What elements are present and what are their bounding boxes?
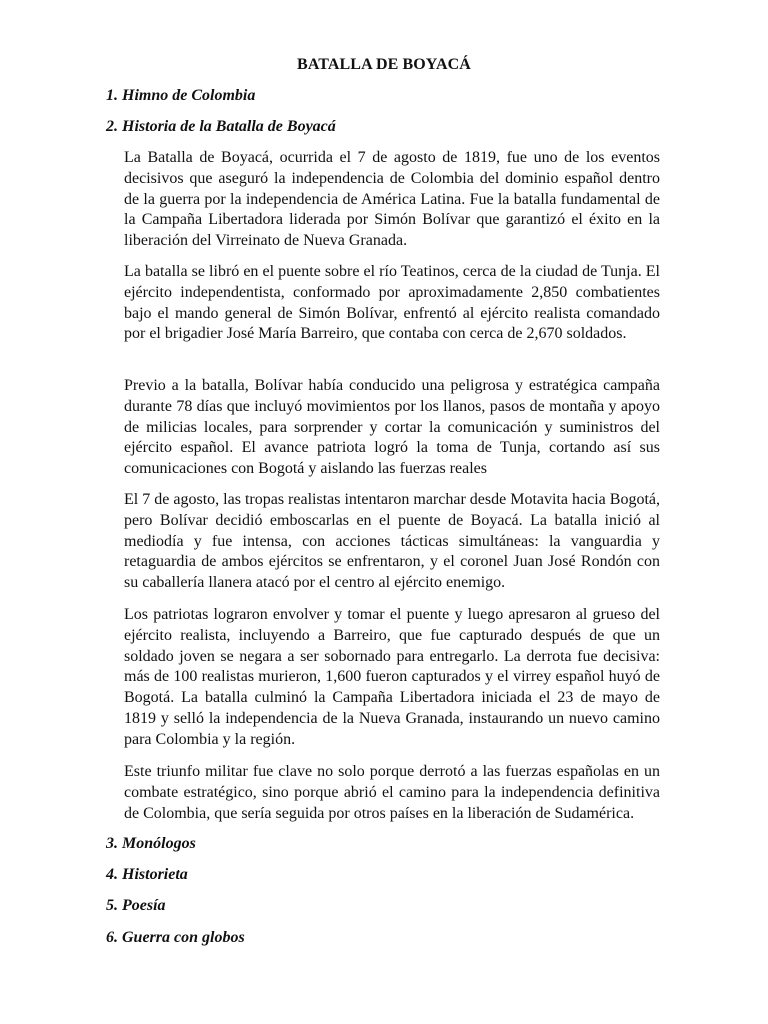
document-title: BATALLA DE BOYACÁ bbox=[297, 56, 471, 73]
section-heading-guerra-globos: 6. Guerra con globos bbox=[106, 929, 245, 946]
section-heading-historia: 2. Historia de la Batalla de Boyacá bbox=[106, 118, 336, 135]
section-heading-poesia: 5. Poesía bbox=[106, 897, 166, 914]
section-heading-monologos: 3. Monólogos bbox=[106, 835, 196, 852]
paragraph-location: La batalla se libró en el puente sobre el río Teatinos, cerca de la ciudad de Tunja. El ejército independentista, conformado por aproximadamente 2,850 combatientes bajo el mando general de Simón Bolívar, enfrentó al ejército realista comandado por el brigadier José María Barreiro, que contaba con cerca de 2,670 soldados. bbox=[124, 263, 660, 343]
paragraph-outcome: Los patriotas lograron envolver y tomar el puente y luego apresaron al grueso del ejército realista, incluyendo a Barreiro, que fue capturado después de que un soldado joven se negara a ser sobornado para entregarlo. La derrota fue decisiva: más de 100 realistas murieron, 1,600 fueron capturados y el virrey español huyó de Bogotá. La batalla culminó la Campaña Libertadora iniciada el 23 de mayo de 1819 y selló la independencia de la Nueva Granada, instaurando un nuevo camino para Colombia y la región. bbox=[124, 606, 660, 748]
paragraph-august-7: El 7 de agosto, las tropas realistas intentaron marchar desde Motavita hacia Bogotá, pero Bolívar decidió emboscarlas en el puente de Boyacá. La batalla inició al mediodía y fue intensa, con acciones tácticas simultáneas: la vanguardia y retaguardia de ambos ejércitos se enfrentaron, y el coronel Juan José Rondón con su caballería llanera atacó por el centro al ejército enemigo. bbox=[124, 491, 660, 592]
section-heading-historieta: 4. Historieta bbox=[106, 866, 188, 883]
paragraph-significance: Este triunfo militar fue clave no solo porque derrotó a las fuerzas españolas en un combate estratégico, sino porque abrió el camino para la independencia definitiva de Colombia, que sería seguida por otros países en la liberación de Sudamérica. bbox=[124, 763, 660, 822]
paragraph-intro: La Batalla de Boyacá, ocurrida el 7 de agosto de 1819, fue uno de los eventos decisivos que aseguró la independencia de Colombia del dominio español dentro de la guerra por la independencia de América Latina. Fue la batalla fundamental de la Campaña Libertadora liderada por Simón Bolívar que garantizó el éxito en la liberación del Virreinato de Nueva Granada. bbox=[124, 149, 660, 250]
section-heading-himno: 1. Himno de Colombia bbox=[106, 87, 256, 104]
paragraph-campaign: Previo a la batalla, Bolívar había conducido una peligrosa y estratégica campaña durante 78 días que incluyó movimientos por los llanos, pasos de montaña y apoyo de milicias locales, para sorprender y cortar la comunicación y suministros del ejército español. El avance patriota logró la toma de Tunja, cortando así sus comunicaciones con Bogotá y aislando las fuerzas reales bbox=[124, 377, 660, 478]
